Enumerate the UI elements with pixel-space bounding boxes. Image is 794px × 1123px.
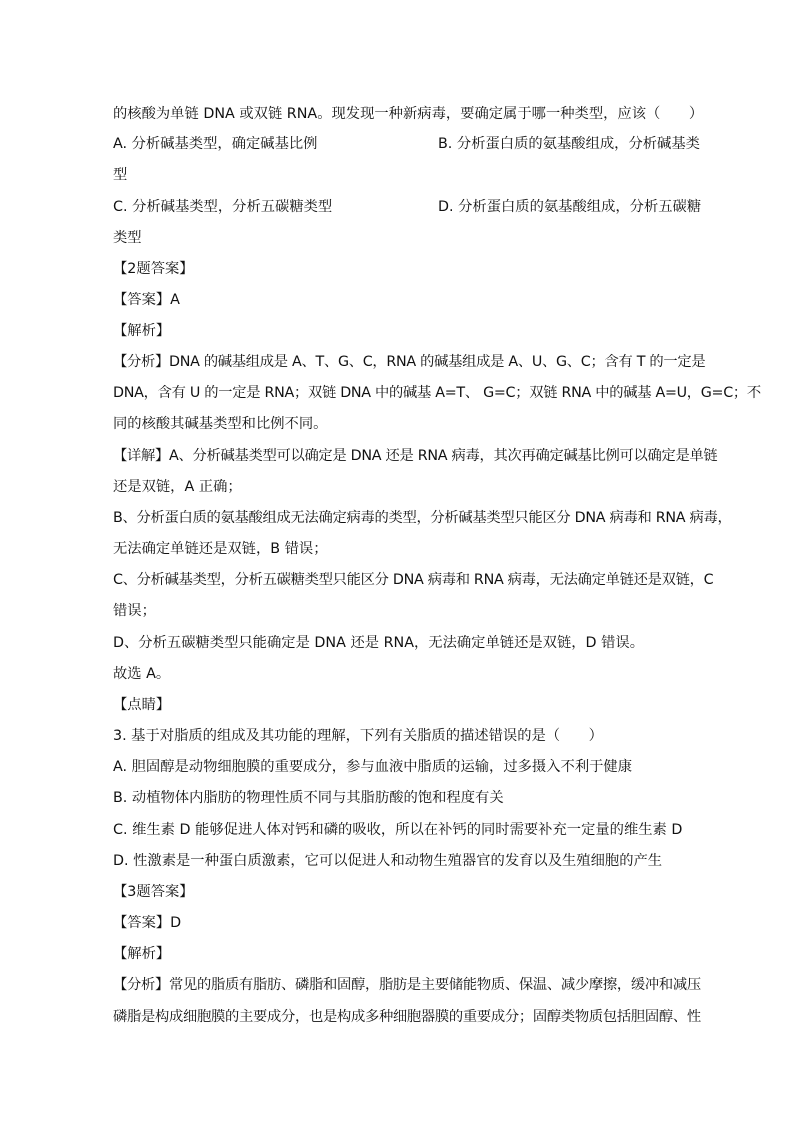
option-a: A. 分析碱基类型，确定碱基比例 <box>113 136 318 152</box>
text-line: 错误； <box>113 603 156 619</box>
text-line: 型 <box>113 167 128 183</box>
text-line: 的核酸为单链 DNA 或双链 RNA。现发现一种新病毒，要确定属于哪一种类型，应该（ ） <box>113 106 704 122</box>
option-c: C. 分析碱基类型，分析五碳糖类型 <box>113 199 333 215</box>
option-b: B. 动植物体内脂肪的物理性质不同与其脂肪酸的饱和程度有关 <box>113 790 504 806</box>
option-b: B. 分析蛋白质的氨基酸组成，分析碱基类 <box>438 136 700 152</box>
option-d: D. 分析蛋白质的氨基酸组成，分析五碳糖 <box>438 199 702 215</box>
text-line: 磷脂是构成细胞膜的主要成分，也是构成多种细胞器膜的重要成分；固醇类物质包括胆固醇、性 <box>113 1009 701 1025</box>
option-d: D. 性激素是一种蛋白质激素，它可以促进人和动物生殖器官的发育以及生殖细胞的产生 <box>113 853 663 869</box>
text-line: 【分析】常见的脂质有脂肪、磷脂和固醇，脂肪是主要储能物质、保温、减少摩擦，缓冲和减压 <box>113 977 701 993</box>
text-line: 同的核酸其碱基类型和比例不同。 <box>113 416 328 432</box>
section-heading: 【2题答案】 <box>113 261 194 277</box>
text-line: B、分析蛋白质的氨基酸组成无法确定病毒的类型，分析碱基类型只能区分 DNA 病毒和 RNA 病毒， <box>113 510 732 526</box>
answer-line: 【答案】A <box>113 292 180 308</box>
option-c: C. 维生素 D 能够促进人体对钙和磷的吸收，所以在补钙的同时需要补充一定量的维生素 D <box>113 822 683 838</box>
text-line: 故选 A。 <box>113 666 171 682</box>
text-line: 还是双链，A 正确； <box>113 479 242 495</box>
option-a: A. 胆固醇是动物细胞膜的重要成分，参与血液中脂质的运输，过多摄入不利于健康 <box>113 759 633 775</box>
text-line: 【详解】A、分析碱基类型可以确定是 DNA 还是 RNA 病毒，其次再确定碱基比例可以确定是单链 <box>113 448 718 464</box>
section-heading: 【解析】 <box>113 323 171 339</box>
text-line: 无法确定单链还是双链，B 错误； <box>113 541 328 557</box>
question-stem: 3. 基于对脂质的组成及其功能的理解，下列有关脂质的描述错误的是（ ） <box>113 728 603 744</box>
section-heading: 【解析】 <box>113 946 171 962</box>
section-heading: 【点睛】 <box>113 697 171 713</box>
answer-line: 【答案】D <box>113 915 182 931</box>
text-line: 【分析】DNA 的碱基组成是 A、T、G、C，RNA 的碱基组成是 A、U、G、C；含有 T 的一定是 <box>113 354 706 370</box>
text-line: D、分析五碳糖类型只能确定是 DNA 还是 RNA，无法确定单链还是双链，D 错误。 <box>113 635 644 651</box>
text-line: DNA，含有 U 的一定是 RNA；双链 DNA 中的碱基 A=T、 G=C；双链 RNA 中的碱基 A=U，G=C；不 <box>113 385 761 401</box>
section-heading: 【3题答案】 <box>113 884 194 900</box>
text-line: 类型 <box>113 230 142 246</box>
text-line: C、分析碱基类型，分析五碳糖类型只能区分 DNA 病毒和 RNA 病毒，无法确定单链还是双链，C <box>113 572 714 588</box>
